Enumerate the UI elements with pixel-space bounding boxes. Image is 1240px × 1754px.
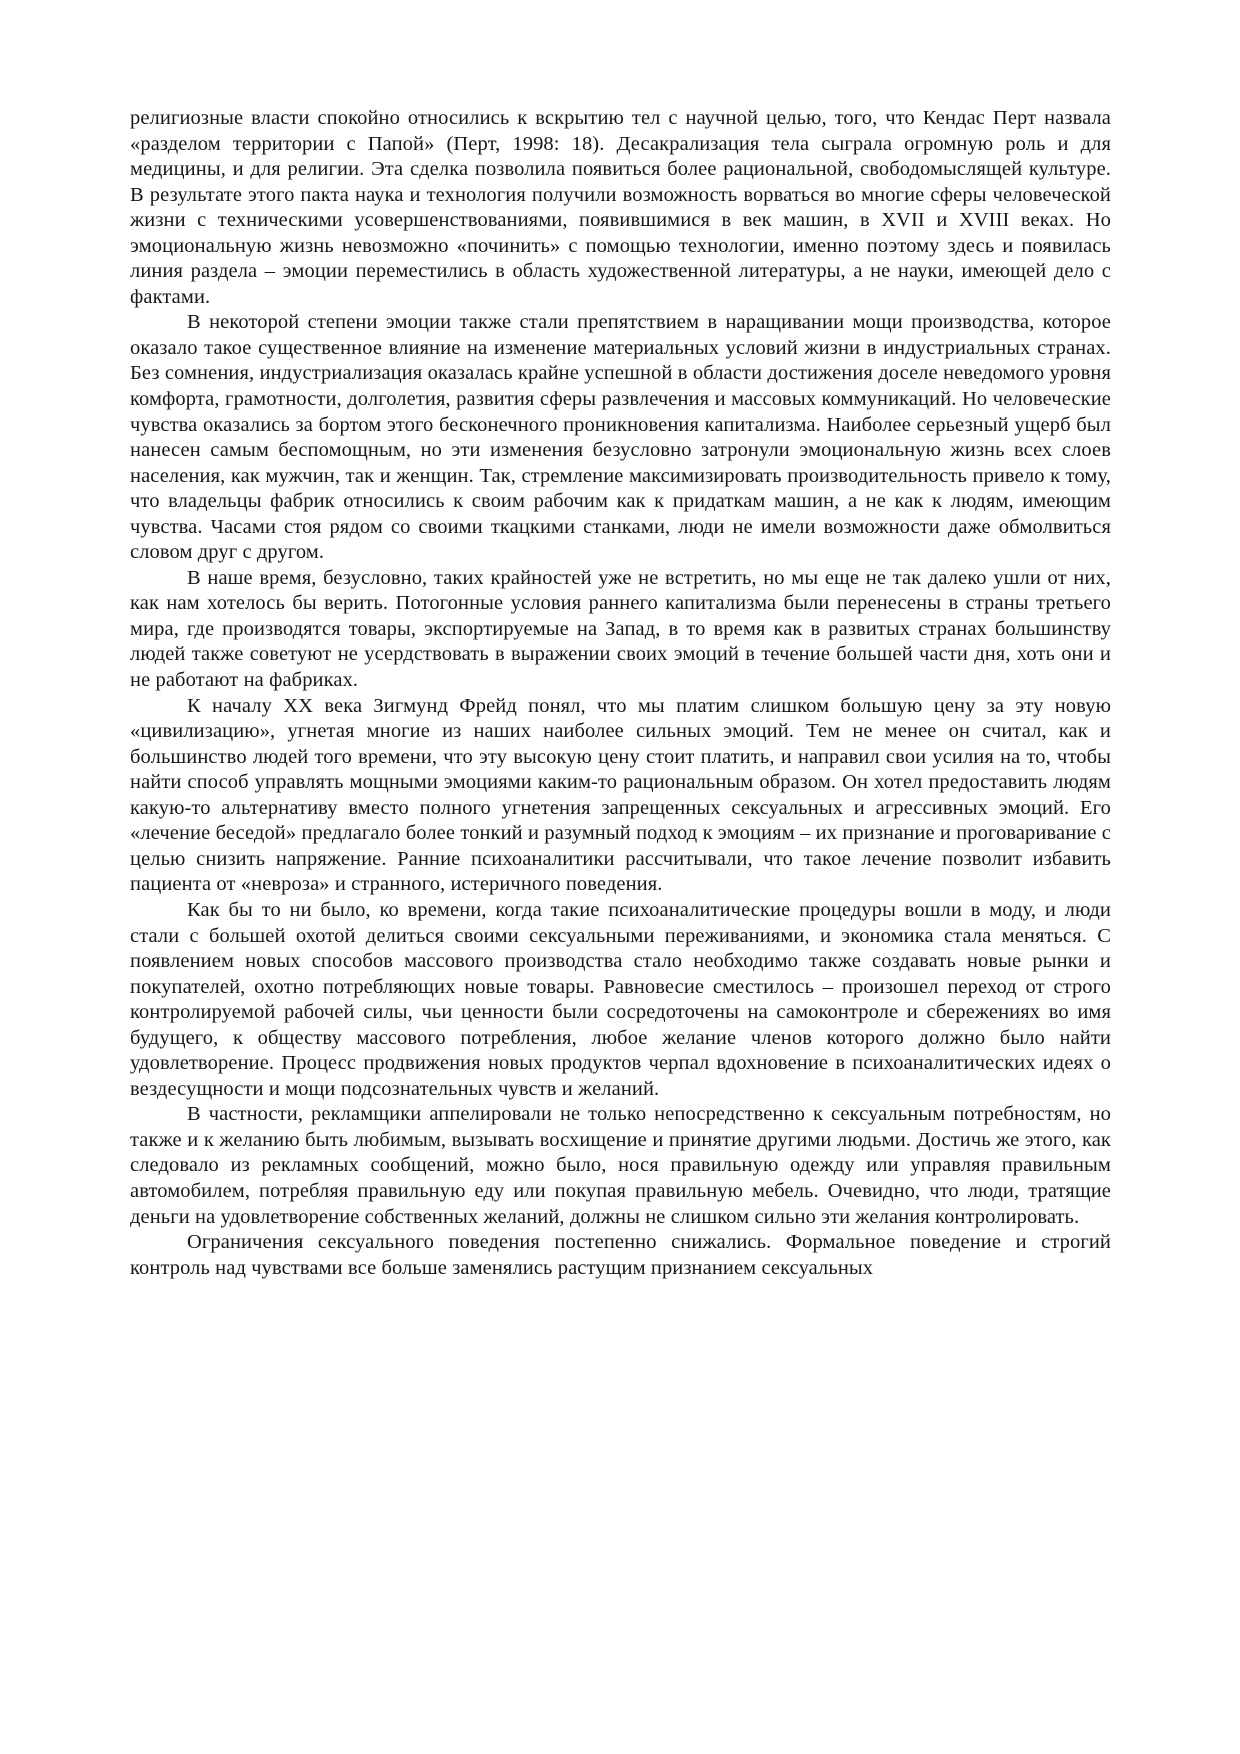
paragraph: В наше время, безусловно, таких крайностей уже не встретить, но мы еще не так далеко ушли от них, как нам хотелось бы верить. Потогонные условия раннего капитализма были перенесены в страны третьего мира, где производятся товары, экспортируемые на Запад, в то время как в развитых странах большинству людей также советуют не усердствовать в выражении своих эмоций в течение большей части дня, хоть они и не работают на фабриках. [130,566,1111,692]
paragraph: В частности, рекламщики аппелировали не только непосредственно к сексуальным потребностям, но также и к желанию быть любимым, вызывать восхищение и принятие другими людьми. Достичь же этого, как следовало из рекламных сообщений, можно было, нося правильную одежду или управляя правильным автомобилем, потребляя правильную еду или покупая правильную мебель. Очевидно, что люди, тратящие деньги на удовлетворение собственных желаний, должны не слишком сильно эти желания контролировать. [130,1103,1111,1228]
paragraph: религиозные власти спокойно относились к вскрытию тел с научной целью, того, что Кендас Перт назвала «разделом территории с Папой» (Перт, 1998: 18). Десакрализация тела сыграла огромную роль и для медицины, и для религии. Эта сделка позволила появиться более рациональной, свободомыслящей культуре. В результате этого пакта наука и технология получили возможность ворваться во многие сферы человеческой жизни с техническими усовершенствованиями, появившимися в век машин, в XVII и XVIII веках. Но эмоциональную жизнь невозможно «починить» с помощью технологии, именно поэтому здесь и появилась линия раздела – эмоции переместились в область художественной литературы, а не науки, имеющей дело с фактами. [130,107,1111,308]
paragraph: В некоторой степени эмоции также стали препятствием в наращивании мощи производства, которое оказало такое существенное влияние на изменение материальных условий жизни в индустриальных странах. Без сомнения, индустриализация оказалась крайне успешной в области достижения доселе неведомого уровня комфорта, грамотности, долголетия, развития сферы развлечения и массовых коммуникаций. Но человеческие чувства оказались за бортом этого бесконечного проникновения капитализма. Наиболее серьезный ущерб был нанесен самым беспомощным, но эти изменения безусловно затронули эмоциональную жизнь всех слоев населения, как мужчин, так и женщин. Так, стремление максимизировать производительность привело к тому, что владельцы фабрик относились к своим рабочим как к придаткам машин, а не как к людям, имеющим чувства. Часами стоя рядом со своими ткацкими станками, люди не имели возможности даже обмолвиться словом друг с другом. [130,311,1111,564]
paragraph: Как бы то ни было, ко времени, когда такие психоаналитические процедуры вошли в моду, и люди стали с большей охотой делиться своими сексуальными переживаниями, и экономика стала меняться. С появлением новых способов массового производства стало необходимо также создавать новые рынки и покупателей, охотно потребляющих новые товары. Равновесие сместилось – произошел переход от строго контролируемой рабочей силы, чьи ценности были сосредоточены на самоконтроле и сбережениях во имя будущего, к обществу массового потребления, любое желание членов которого должно было найти удовлетворение. Процесс продвижения новых продуктов черпал вдохновение в психоаналитических идеях о вездесущности и мощи подсознательных чувств и желаний. [130,898,1111,1100]
paragraph: К началу XX века Зигмунд Фрейд понял, что мы платим слишком большую цену за эту новую «цивилизацию», угнетая многие из наших наиболее сильных эмоций. Тем не менее он считал, как и большинство людей того времени, что эту высокую цену стоит платить, и направил свои усилия на то, чтобы найти способ управлять мощными эмоциями каким-то рациональным образом. Он хотел предоставить людям какую-то альтернативу вместо полного угнетения запрещенных сексуальных и агрессивных эмоций. Его «лечение беседой» предлагало более тонкий и разумный подход к эмоциям – их признание и проговаривание с целью снизить напряжение. Ранние психоаналитики рассчитывали, что такое лечение позволит избавить пациента от «невроза» и странного, истеричного поведения. [130,694,1111,896]
paragraph: Ограничения сексуального поведения постепенно снижались. Формальное поведение и строгий контроль над чувствами все больше заменялись растущим признанием сексуальных [130,1231,1111,1279]
page-text [130,106,1111,1281]
